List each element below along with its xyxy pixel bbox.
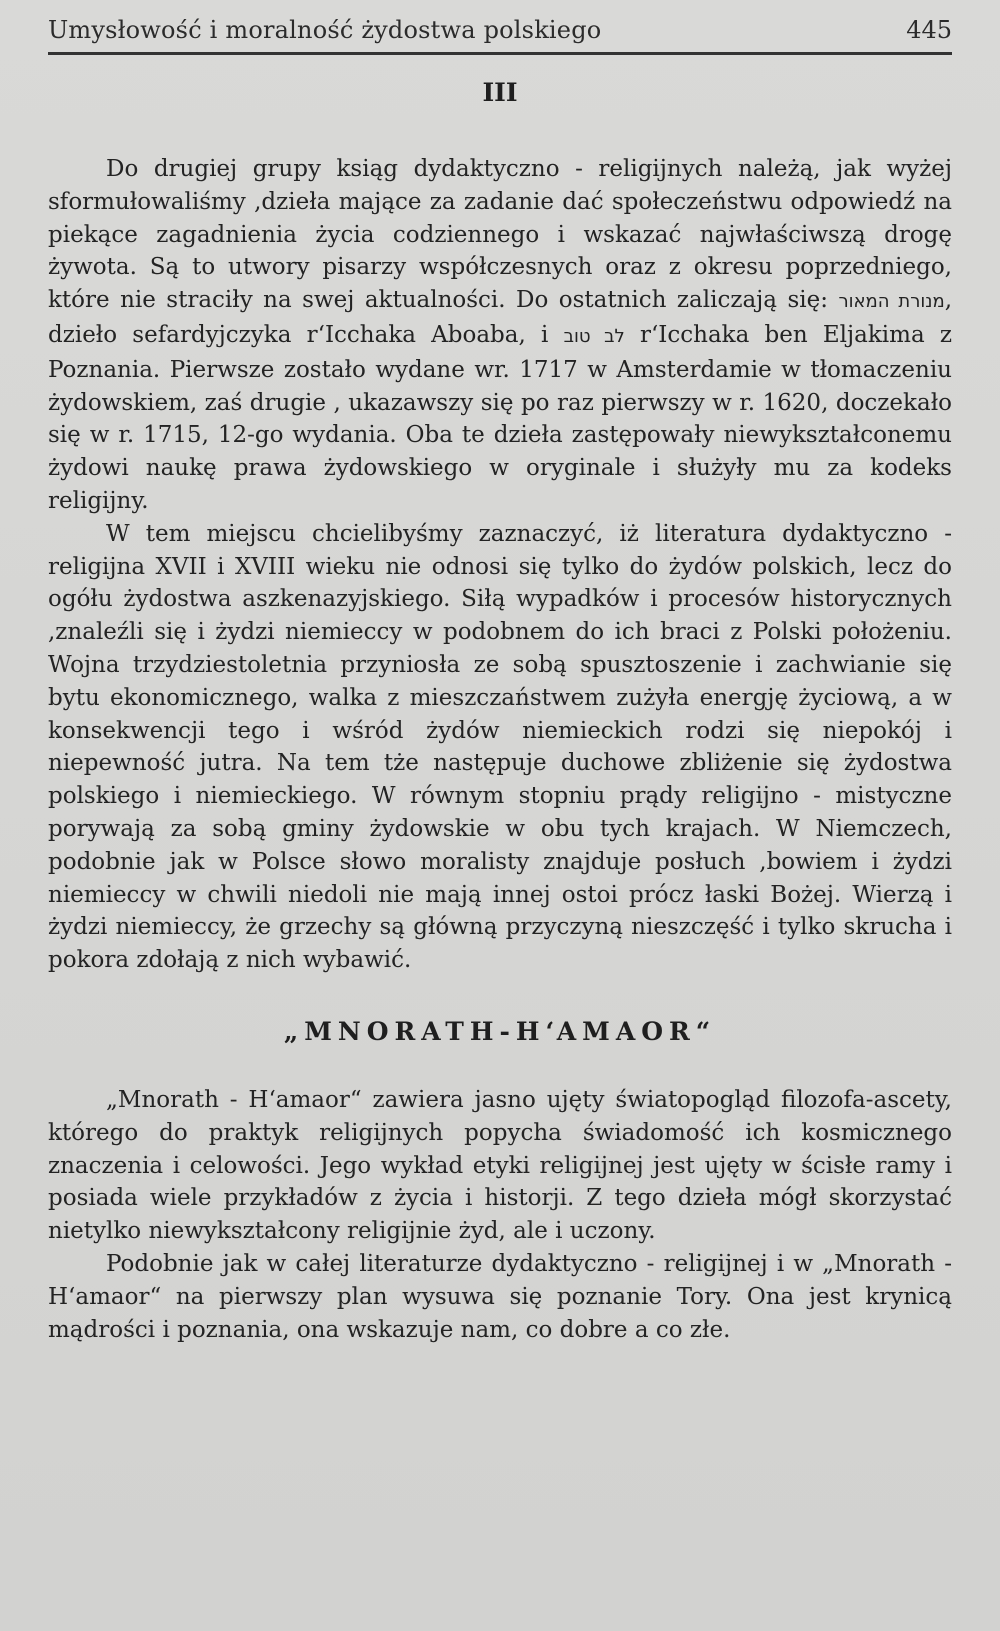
paragraph-1-part-a: Do drugiej grupy ksiąg dydaktyczno - religijnych należą, jak wyżej sformułowaliśmy ,dzieła mające za zadanie dać społeczeństwu odpowiedź na piekące zagadnienia życia codziennego i wskazać najwłaściwszą drogę żywota. Są to utwory pisarzy współczesnych oraz z okresu poprzedniego, które nie straciły na swej aktualności. Do ostatnich zaliczają się:	[48, 156, 952, 314]
work-title: „MNORATH-H‘AMAOR“	[283, 1016, 717, 1046]
paragraph-2: W tem miejscu chcielibyśmy zaznaczyć, iż literatura dydaktyczno - religijna XVII i XVIII wieku nie odnosi się tylko do żydów polskich, lecz do ogółu żydostwa aszkenazyjskiego. Siłą wypadków i procesów historycznych ,znaleźli się i żydzi niemieccy w podobnem do ich braci z Polski położeniu. Wojna trzydziestoletnia przyniosła ze sobą spusztoszenie i zachwianie się bytu ekonomicznego, walka z mieszczaństwem zużyła energję życiową, a w konsekwencji tego i wśród żydów niemieckich rodzi się niepokój i niepewność jutra. Na tem tże następuje duchowe zbliżenie się żydostwa polskiego i niemieckiego. W równym stopniu prądy religijno - mistyczne porywają za sobą gminy żydowskie w obu tych krajach. W Niemczech, podobnie jak w Polsce słowo moralisty znajduje posłuch ,bowiem i żydzi niemieccy w chwili niedoli nie mają innej ostoi prócz łaski Bożej. Wierzą i żydzi niemieccy, że grzechy są główną przyczyną nieszczęść i tylko skrucha i pokora zdołają z nich wybawić.	[48, 520, 952, 974]
paragraph-1-part-c: r‘Icchaka ben Eljakima z Poznania. Pierwsze zostało wydane wr. 1717 w Amsterdamie w tłomaczeniu żydowskiem, zaś drugie , ukazawszy się po raz pierwszy w r. 1620, doczekało się w r. 1715, 12-go wydania. Oba te dzieła zastępowały niewykształconemu żydowi naukę prawa żydowskiego w oryginale i służyły mu za kodeks religijny.	[48, 321, 952, 514]
running-title: Umysłowość i moralność żydostwa polskiego	[48, 16, 602, 44]
paragraph-4: Podobnie jak w całej literaturze dydaktyczno - religijnej i w „Mnorath - H‘amaor“ na pierwszy plan wysuwa się poznanie Tory. Ona jest krynicą mądrości i poznania, ona wskazuje nam, co dobre a co złe.	[48, 1250, 952, 1343]
paragraph-1-part-b: dzieło sefardyjczyka r‘Icchaka Aboaba, i	[48, 321, 549, 348]
paragraph-3: „Mnorath - H‘amaor“ zawiera jasno ujęty światopogląd filozofa-ascety, którego do praktyk religijnych popycha świadomość ich kosmicznego znaczenia i celowości. Jego wykład etyki religijnej jest ujęty w ścisłe ramy i posiada wiele przykładów z życia i historji. Z tego dzieła mógł skorzystać nietylko niewykształcony religijnie żyd, ale i uczony.	[48, 1086, 952, 1245]
hebrew-title-lev-tov: לב טוב	[563, 325, 625, 347]
paragraph-1: Do drugiej grupy ksiąg dydaktyczno - religijnych należą, jak wyżej sformułowaliśmy ,dzieła mające za zadanie dać społeczeństwu odpowiedź na piekące zagadnienia życia codziennego i wskazać najwłaściwszą drogę żywota. Są to utwory pisarzy współczesnych oraz z okresu poprzedniego, które nie straciły na swej aktualności. Do ostatnich zaliczają się: מנורת המאור, dzieło sefardyjczyka r‘Icchaka Aboaba, i לב טוב r‘Icchaka ben Eljakima z Poznania. Pierwsze zostało wydane wr. 1717 w Amsterdamie w tłomaczeniu żydowskiem, zaś drugie , ukazawszy się po raz pierwszy w r. 1620, doczekało się w r. 1715, 12-go wydania. Oba te dzieła zastępowały niewykształconemu żydowi naukę prawa żydowskiego w oryginale i służyły mu za kodeks religijny.	[48, 156, 953, 514]
hebrew-title-mnorath: מנורת המאור	[838, 291, 945, 313]
page-header	[48, 16, 952, 52]
section-heading: III	[482, 78, 518, 107]
page-number: 445	[906, 16, 952, 44]
page-content	[48, 78, 952, 1346]
header-rule	[48, 52, 952, 55]
